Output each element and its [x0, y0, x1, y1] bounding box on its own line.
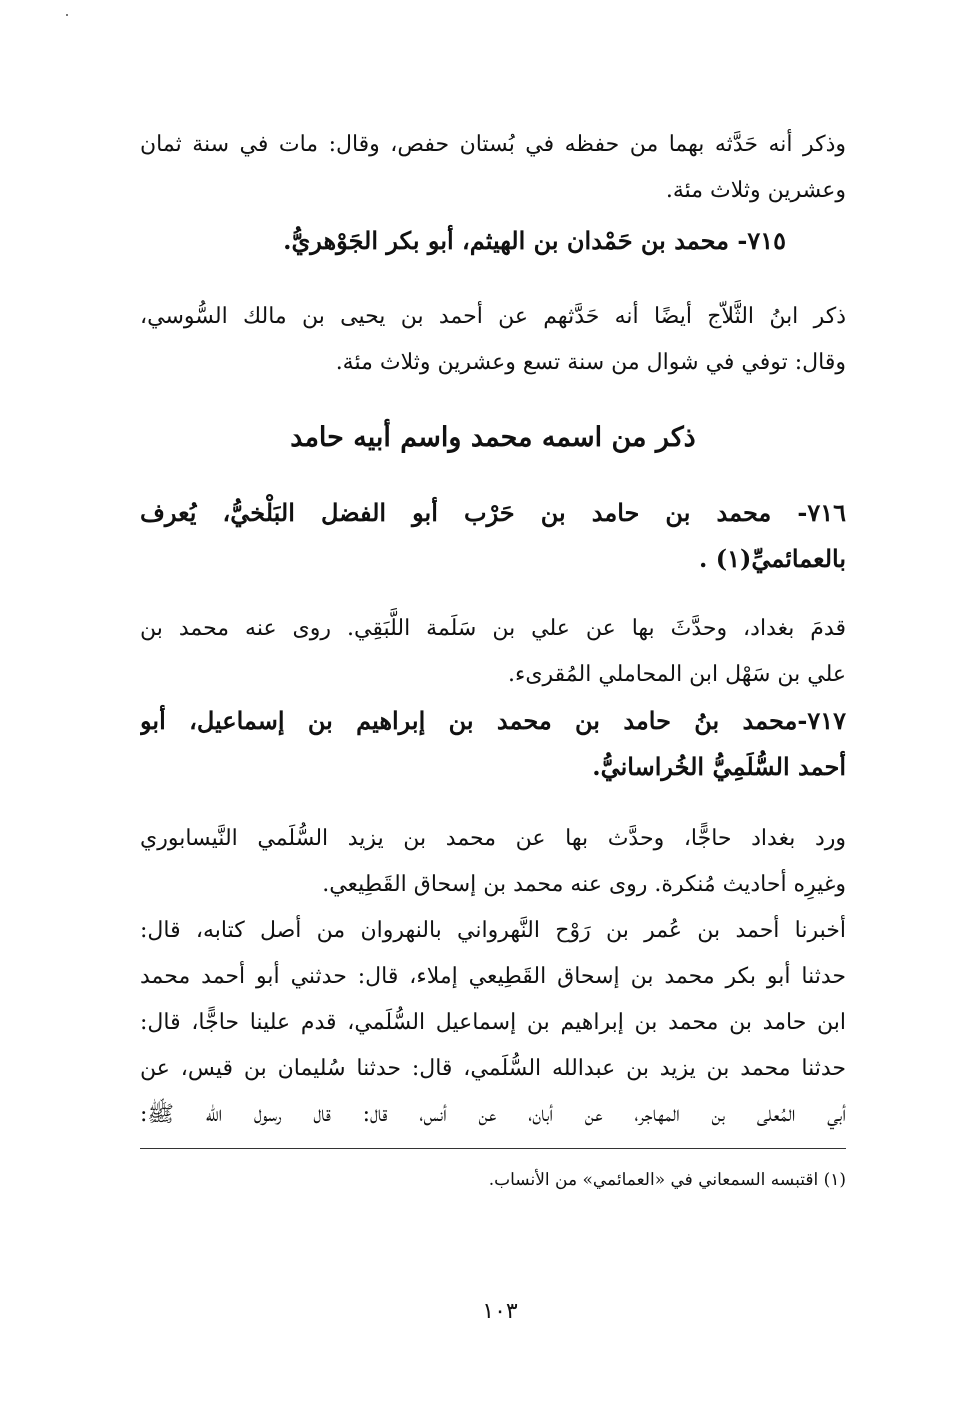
paragraph-entry-715	[140, 294, 846, 386]
entry-heading-717	[140, 698, 846, 790]
entry-heading-715	[140, 218, 846, 264]
text-line: وعشرين وثلاث مئة.	[665, 178, 846, 203]
text-line: ابن حامد بن محمد بن إبراهيم بن إسماعيل السُّلَمي، قدم علينا حاجًّا، قال:	[140, 1010, 846, 1035]
text-line: ذكر ابنُ الثَّلاّج أيضًا أنه حَدَّثهم عن أحمد بن يحيى بن مالك السُّوسي،	[140, 304, 846, 329]
entry-heading-line: ٧١٧-محمد بنُ حامد بن محمد بن إبراهيم بن إسماعيل، أبو	[140, 706, 846, 735]
footnote-divider	[140, 1148, 846, 1149]
text-line: علي بن سَهْل ابن المحاملي المُقرىء.	[507, 662, 846, 687]
footnote: (١) اقتبسه السمعاني في «العمائمي» من الأنساب.	[488, 1170, 846, 1190]
page-number: ١٠٣	[482, 1299, 518, 1324]
text-line: أخبرنا أحمد بن عُمر بن رَوْح النَّهرواني بالنهروان من أصل كتابه، قال:	[140, 918, 846, 943]
entry-heading-line: ٧١٥- محمد بن حَمْدان بن الهيثم، أبو بكر الجَوْهريُّ.	[283, 226, 786, 255]
paragraph-entry-717	[140, 816, 846, 908]
entry-heading-716	[140, 490, 846, 582]
section-title: ذكر من اسمه محمد واسم أبيه حامد	[290, 422, 696, 453]
entry-heading-line: ٧١٦- محمد بن حامد بن حَرْب أبو الفضل البَلْخيُّ، يُعرف	[140, 498, 846, 527]
text-line: وذكر أنه حَدَّثه بهما من حفظه في بُستان حفص، وقال: مات في سنة ثمان	[140, 132, 846, 157]
paragraph-hadith-chain	[140, 908, 846, 1138]
entry-heading-line: بالعمائميِّ(١) .	[699, 544, 846, 573]
text-line: حدثنا أبو بكر محمد بن إسحاق القَطِيعي إملاء، قال: حدثني أبو أحمد محمد	[140, 964, 846, 989]
entry-heading-line: أحمد السُّلَمِيُّ الخُراسانيُّ.	[592, 752, 846, 781]
text-line: أبي المُعلى بن المهاجر، عن أبان، عن أنس، قال: قال رسول الله ﷺ:	[140, 1102, 846, 1127]
text-line: وغيرِه أحاديث مُنكرة. روى عنه محمد بن إسحاق القَطِيعي.	[322, 872, 846, 897]
text-line: ورد بغداد حاجًّا، وحدَّث بها عن محمد بن يزيد السُّلَمي النَّيسابوري	[140, 826, 846, 851]
paragraph-entry-716	[140, 606, 846, 698]
text-line: حدثنا محمد بن يزيد بن عبدالله السُّلَمي، قال: حدثنا سُليمان بن قيس، عن	[140, 1056, 846, 1081]
text-line: وقال: توفي في شوال من سنة تسع وعشرين وثلاث مئة.	[335, 350, 846, 375]
paragraph-death-note	[140, 122, 846, 214]
text-line: قدمَ بغداد، وحدَّثَ بها عن علي بن سَلَمة اللَّبَقِي. روى عنه محمد بن	[140, 616, 846, 641]
scan-speck	[66, 14, 68, 16]
